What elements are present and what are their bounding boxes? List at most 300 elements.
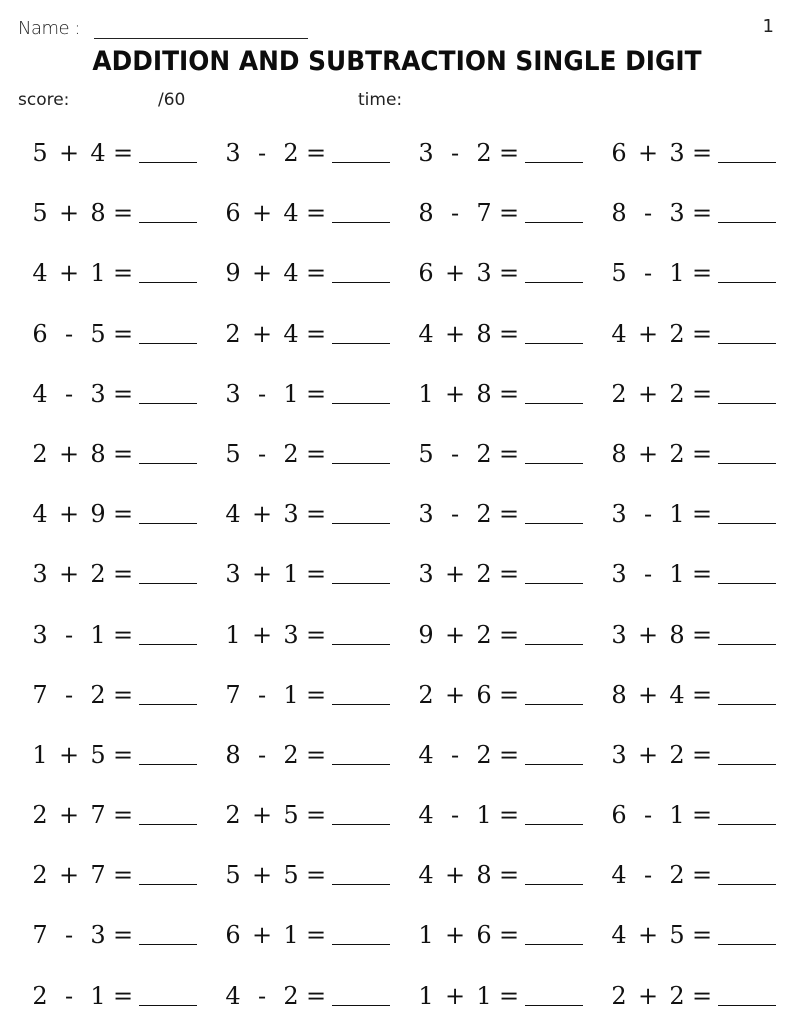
answer-blank[interactable] [332,883,390,885]
math-problem [30,675,223,709]
equals-sign: = [498,861,520,890]
answer-blank[interactable] [332,402,390,404]
answer-blank[interactable] [332,582,390,584]
operator: + [444,379,466,408]
equals-sign: = [112,439,134,468]
equals-sign: = [305,740,327,769]
operator: + [251,319,273,348]
first-operand: 5 [225,861,241,890]
answer-blank[interactable] [718,462,776,464]
first-operand: 3 [225,379,241,408]
equals-sign: = [112,199,134,228]
equals-sign: = [112,680,134,709]
score-label: score: [18,90,70,110]
operator: + [251,921,273,950]
first-operand: 3 [32,620,48,649]
equals-sign: = [112,921,134,950]
second-operand: 2 [476,740,492,769]
second-operand: 8 [90,439,106,468]
second-operand: 8 [90,199,106,228]
answer-blank[interactable] [718,943,776,945]
answer-blank[interactable] [718,522,776,524]
answer-blank[interactable] [139,763,197,765]
math-problem [30,615,223,649]
math-problem [416,374,609,408]
answer-blank[interactable] [332,522,390,524]
equals-sign: = [305,259,327,288]
answer-blank[interactable] [718,342,776,344]
answer-blank[interactable] [332,161,390,163]
first-operand: 2 [611,981,627,1010]
second-operand: 7 [90,801,106,830]
first-operand: 3 [225,560,241,589]
answer-blank[interactable] [718,643,776,645]
second-operand: 3 [283,620,299,649]
problem-grid [30,133,790,1036]
operator: + [58,560,80,589]
math-problem [30,976,223,1010]
answer-blank[interactable] [139,281,197,283]
operator: + [251,620,273,649]
first-operand: 2 [225,319,241,348]
equals-sign: = [305,379,327,408]
answer-blank[interactable] [525,763,583,765]
operator: - [643,500,653,529]
first-operand: 5 [418,439,434,468]
operator: - [450,439,460,468]
first-operand: 7 [32,921,48,950]
operator: + [251,801,273,830]
math-problem [416,133,609,167]
first-operand: 4 [32,500,48,529]
equals-sign: = [112,319,134,348]
answer-blank[interactable] [718,823,776,825]
second-operand: 1 [90,620,106,649]
second-operand: 6 [476,680,492,709]
operator: + [58,439,80,468]
answer-blank[interactable] [525,582,583,584]
equals-sign: = [691,680,713,709]
second-operand: 2 [669,439,685,468]
first-operand: 4 [611,319,627,348]
answer-blank[interactable] [718,883,776,885]
answer-blank[interactable] [332,221,390,223]
operator: + [58,861,80,890]
equals-sign: = [112,740,134,769]
first-operand: 4 [225,981,241,1010]
math-problem [223,976,416,1010]
answer-blank[interactable] [718,703,776,705]
second-operand: 2 [90,680,106,709]
first-operand: 5 [225,439,241,468]
equals-sign: = [691,500,713,529]
answer-blank[interactable] [718,1004,776,1006]
first-operand: 7 [225,680,241,709]
page-number: 1 [762,16,774,37]
math-problem [609,314,790,348]
first-operand: 6 [611,139,627,167]
operator: - [450,801,460,830]
math-problem [416,434,609,468]
math-problem [223,494,416,528]
second-operand: 5 [90,740,106,769]
equals-sign: = [112,620,134,649]
operator: + [58,500,80,529]
math-problem [223,615,416,649]
answer-blank[interactable] [525,161,583,163]
equals-sign: = [112,801,134,830]
operator: - [643,259,653,288]
math-problem [416,795,609,829]
second-operand: 5 [669,921,685,950]
second-operand: 1 [669,259,685,288]
first-operand: 8 [225,740,241,769]
operator: - [257,981,267,1010]
first-operand: 2 [611,379,627,408]
equals-sign: = [112,259,134,288]
first-operand: 5 [32,199,48,228]
first-operand: 2 [418,680,434,709]
equals-sign: = [498,921,520,950]
first-operand: 1 [418,981,434,1010]
equals-sign: = [112,861,134,890]
answer-blank[interactable] [332,462,390,464]
first-operand: 3 [611,620,627,649]
first-operand: 2 [32,439,48,468]
operator: - [643,801,653,830]
answer-blank[interactable] [525,342,583,344]
operator: + [251,560,273,589]
answer-blank[interactable] [525,522,583,524]
math-problem [30,855,223,889]
equals-sign: = [498,981,520,1010]
first-operand: 8 [611,439,627,468]
answer-blank[interactable] [332,643,390,645]
math-problem [609,735,790,769]
second-operand: 4 [669,680,685,709]
answer-blank[interactable] [139,883,197,885]
second-operand: 2 [476,620,492,649]
first-operand: 8 [611,199,627,228]
operator: + [251,199,273,228]
equals-sign: = [498,560,520,589]
operator: - [643,560,653,589]
second-operand: 1 [90,259,106,288]
operator: + [58,740,80,769]
math-problem [609,976,790,1010]
operator: + [637,139,659,167]
math-problem [609,494,790,528]
answer-blank[interactable] [525,943,583,945]
first-operand: 5 [611,259,627,288]
operator: - [450,199,460,228]
first-operand: 1 [225,620,241,649]
first-operand: 8 [418,199,434,228]
answer-blank[interactable] [139,703,197,705]
operator: + [637,740,659,769]
math-problem [416,976,609,1010]
answer-blank[interactable] [525,462,583,464]
math-problem [30,554,223,588]
math-problem [30,795,223,829]
second-operand: 3 [669,199,685,228]
answer-blank[interactable] [332,342,390,344]
operator: - [64,981,74,1010]
math-problem [609,554,790,588]
answer-blank[interactable] [332,943,390,945]
second-operand: 2 [476,500,492,529]
second-operand: 3 [90,379,106,408]
answer-blank[interactable] [718,281,776,283]
equals-sign: = [691,620,713,649]
equals-sign: = [112,379,134,408]
first-operand: 4 [611,921,627,950]
equals-sign: = [691,921,713,950]
math-problem [30,374,223,408]
second-operand: 3 [90,921,106,950]
answer-blank[interactable] [525,703,583,705]
second-operand: 3 [669,139,685,167]
answer-blank[interactable] [718,763,776,765]
equals-sign: = [112,139,134,167]
second-operand: 4 [283,199,299,228]
answer-blank[interactable] [718,221,776,223]
first-operand: 5 [32,139,48,167]
math-problem [609,855,790,889]
second-operand: 4 [90,139,106,167]
answer-blank[interactable] [139,161,197,163]
second-operand: 1 [283,921,299,950]
second-operand: 1 [476,981,492,1010]
answer-blank[interactable] [139,402,197,404]
equals-sign: = [498,500,520,529]
math-problem [609,675,790,709]
first-operand: 3 [32,560,48,589]
answer-blank[interactable] [718,582,776,584]
second-operand: 2 [669,379,685,408]
math-problem [416,615,609,649]
answer-blank[interactable] [139,342,197,344]
equals-sign: = [691,801,713,830]
math-problem [416,193,609,227]
math-problem [30,193,223,227]
math-problem [416,554,609,588]
first-operand: 6 [418,259,434,288]
second-operand: 1 [90,981,106,1010]
operator: + [444,620,466,649]
first-operand: 4 [32,379,48,408]
second-operand: 2 [476,139,492,167]
math-problem [609,253,790,287]
first-operand: 3 [418,560,434,589]
math-problem [30,735,223,769]
answer-blank[interactable] [525,281,583,283]
operator: + [444,981,466,1010]
second-operand: 5 [90,319,106,348]
answer-blank[interactable] [332,763,390,765]
answer-blank[interactable] [332,703,390,705]
first-operand: 4 [32,259,48,288]
operator: - [643,199,653,228]
operator: - [64,319,74,348]
operator: + [637,921,659,950]
operator: - [64,379,74,408]
math-problem [30,494,223,528]
answer-blank[interactable] [525,1004,583,1006]
second-operand: 2 [669,740,685,769]
first-operand: 4 [418,801,434,830]
operator: - [64,921,74,950]
math-problem [30,253,223,287]
operator: + [637,379,659,408]
second-operand: 5 [283,861,299,890]
math-problem [609,133,790,167]
operator: + [58,801,80,830]
first-operand: 3 [418,500,434,529]
answer-blank[interactable] [139,582,197,584]
second-operand: 2 [90,560,106,589]
math-problem [416,735,609,769]
operator: - [257,379,267,408]
answer-blank[interactable] [139,221,197,223]
equals-sign: = [112,500,134,529]
math-problem [223,675,416,709]
math-problem [416,675,609,709]
operator: - [257,740,267,769]
operator: + [58,199,80,228]
equals-sign: = [691,139,713,167]
equals-sign: = [305,921,327,950]
first-operand: 9 [225,259,241,288]
equals-sign: = [498,259,520,288]
equals-sign: = [498,439,520,468]
second-operand: 2 [283,740,299,769]
operator: - [450,740,460,769]
operator: + [637,620,659,649]
math-problem [609,915,790,949]
first-operand: 8 [611,680,627,709]
answer-blank[interactable] [718,161,776,163]
time-label: time: [358,90,403,110]
first-operand: 6 [611,801,627,830]
score-total: /60 [158,90,186,110]
second-operand: 2 [669,981,685,1010]
operator: - [64,680,74,709]
operator: + [444,861,466,890]
equals-sign: = [498,379,520,408]
answer-blank[interactable] [332,823,390,825]
operator: + [58,259,80,288]
second-operand: 1 [283,560,299,589]
math-problem [223,554,416,588]
equals-sign: = [305,319,327,348]
math-problem [30,434,223,468]
answer-blank[interactable] [139,1004,197,1006]
first-operand: 4 [418,319,434,348]
math-problem [223,253,416,287]
first-operand: 4 [418,861,434,890]
math-problem [223,795,416,829]
operator: + [251,861,273,890]
first-operand: 3 [418,139,434,167]
second-operand: 2 [476,560,492,589]
second-operand: 9 [90,500,106,529]
math-problem [223,133,416,167]
first-operand: 3 [611,740,627,769]
answer-blank[interactable] [139,462,197,464]
second-operand: 3 [476,259,492,288]
second-operand: 1 [669,801,685,830]
equals-sign: = [691,861,713,890]
first-operand: 9 [418,620,434,649]
first-operand: 2 [32,981,48,1010]
math-problem [30,915,223,949]
answer-blank[interactable] [139,823,197,825]
math-problem [609,795,790,829]
answer-blank[interactable] [718,402,776,404]
math-problem [609,374,790,408]
answer-blank[interactable] [139,522,197,524]
operator: + [251,259,273,288]
answer-blank[interactable] [525,823,583,825]
answer-blank[interactable] [525,883,583,885]
equals-sign: = [112,981,134,1010]
answer-blank[interactable] [525,221,583,223]
second-operand: 2 [283,439,299,468]
name-label: Name : [18,18,80,39]
second-operand: 2 [283,139,299,167]
second-operand: 2 [669,861,685,890]
math-problem [223,915,416,949]
math-problem [416,915,609,949]
second-operand: 7 [476,199,492,228]
math-problem [416,494,609,528]
operator: - [643,861,653,890]
answer-blank[interactable] [139,643,197,645]
equals-sign: = [305,139,327,167]
first-operand: 3 [611,560,627,589]
equals-sign: = [691,319,713,348]
first-operand: 6 [225,199,241,228]
second-operand: 2 [283,981,299,1010]
answer-blank[interactable] [525,402,583,404]
equals-sign: = [112,560,134,589]
equals-sign: = [691,981,713,1010]
equals-sign: = [691,439,713,468]
answer-blank[interactable] [525,643,583,645]
operator: + [444,680,466,709]
equals-sign: = [305,199,327,228]
equals-sign: = [498,680,520,709]
second-operand: 4 [283,319,299,348]
operator: - [64,620,74,649]
answer-blank[interactable] [332,1004,390,1006]
second-operand: 1 [476,801,492,830]
first-operand: 1 [32,740,48,769]
name-input-line[interactable] [94,38,308,39]
operator: - [450,139,460,167]
operator: + [58,139,80,167]
answer-blank[interactable] [139,943,197,945]
equals-sign: = [305,620,327,649]
answer-blank[interactable] [332,281,390,283]
operator: + [637,319,659,348]
first-operand: 7 [32,680,48,709]
second-operand: 8 [476,319,492,348]
first-operand: 2 [225,801,241,830]
first-operand: 2 [32,801,48,830]
equals-sign: = [691,740,713,769]
